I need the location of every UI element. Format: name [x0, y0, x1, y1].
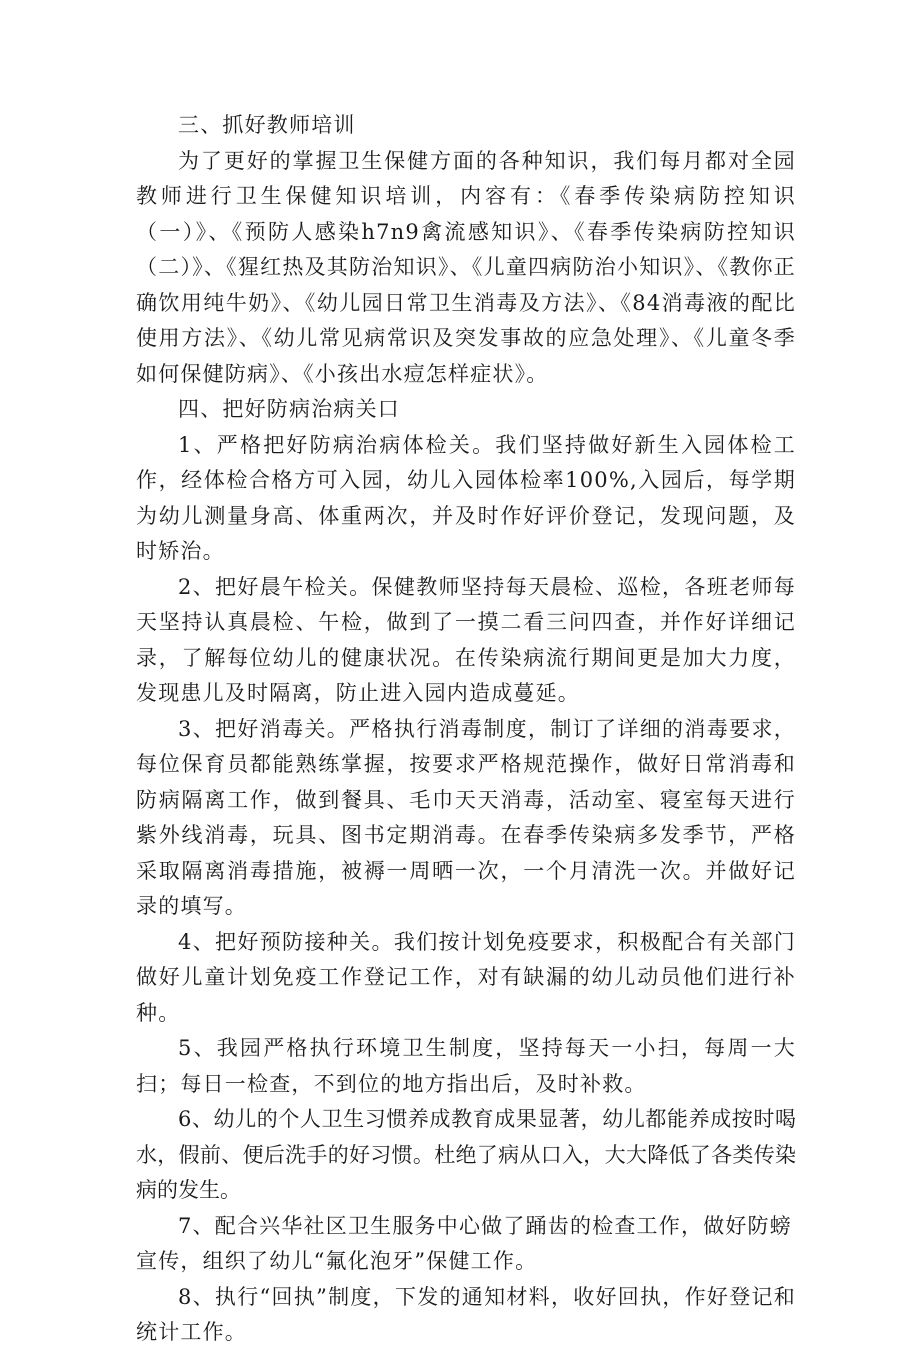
item-7-line-1: 7、配合兴华社区卫生服务中心做了踊齿的检查工作，做好防螃 — [178, 1213, 792, 1238]
document-body — [136, 108, 796, 1351]
item-7-line-2: 宣传，组织了幼儿“氟化泡牙”保健工作。 — [136, 1249, 538, 1273]
section-3-heading: 三、抓好教师培训 — [178, 113, 356, 137]
item-8-paragraph: 8、执行“回执”制度，下发的通知材料，收好回执，作好登记和统计工作。 — [136, 1284, 796, 1344]
section-3-paragraph: 为了更好的掌握卫生保健方面的各种知识，我们每月都对全园教师进行卫生保健知识培训，内容有：《春季传染病防控知识（一）》、《预防人感染h7n9禽流感知识》、《春季传染病防控知识（二）》、《猩红热及其防治知识》、《儿童四病防治小知识》、《教你正确饮用纯牛奶》、《幼儿园日常卫生消毒及方法》、《84消毒液的配比使用方法》、《幼儿常见病常识及突发事故的应急处理》、《儿童冬季如何保健防病》、《小孩出水痘怎样症状》。 — [136, 148, 796, 386]
item-1-paragraph: 1、严格把好防病治病体检关。我们坚持做好新生入园体检工作，经体检合格方可入园，幼儿入园体检率100%,入园后，每学期为幼儿测量身高、体重两次，并及时作好评价登记，发现问题，及时矫治。 — [136, 432, 796, 563]
item-6-paragraph: 6、幼儿的个人卫生习惯养成教育成果显著，幼儿都能养成按时喝水，假前、便后洗手的好习惯。杜绝了病从口入，大大降低了各类传染病的发生。 — [136, 1107, 796, 1202]
item-2-paragraph: 2、把好晨午检关。保健教师坚持每天晨检、巡检，各班老师每天坚持认真晨检、午检，做到了一摸二看三问四查，并作好详细记录，了解每位幼儿的健康状况。在传染病流行期间更是加大力度，发现患儿及时隔离，防止进入园内造成蔓延。 — [136, 574, 796, 705]
item-3-paragraph: 3、把好消毒关。严格执行消毒制度，制订了详细的消毒要求，每位保育员都能熟练掌握，按要求严格规范操作，做好日常消毒和防病隔离工作，做到餐具、毛巾天天消毒，活动室、寝室每天进行紫外线消毒，玩具、图书定期消毒。在春季传染病多发季节，严格采取隔离消毒措施，被褥一周晒一次，一个月清洗一次。并做好记录的填写。 — [136, 716, 796, 918]
section-4-heading: 四、把好防病治病关口 — [178, 397, 400, 421]
item-5-paragraph: 5、我园严格执行环境卫生制度，坚持每天一小扫，每周一大扫；每日一检查，不到位的地方指出后，及时补救。 — [136, 1036, 796, 1096]
item-4-paragraph: 4、把好预防接种关。我们按计划免疫要求，积极配合有关部门做好儿童计划免疫工作登记工作，对有缺漏的幼儿动员他们进行补种。 — [136, 929, 796, 1025]
